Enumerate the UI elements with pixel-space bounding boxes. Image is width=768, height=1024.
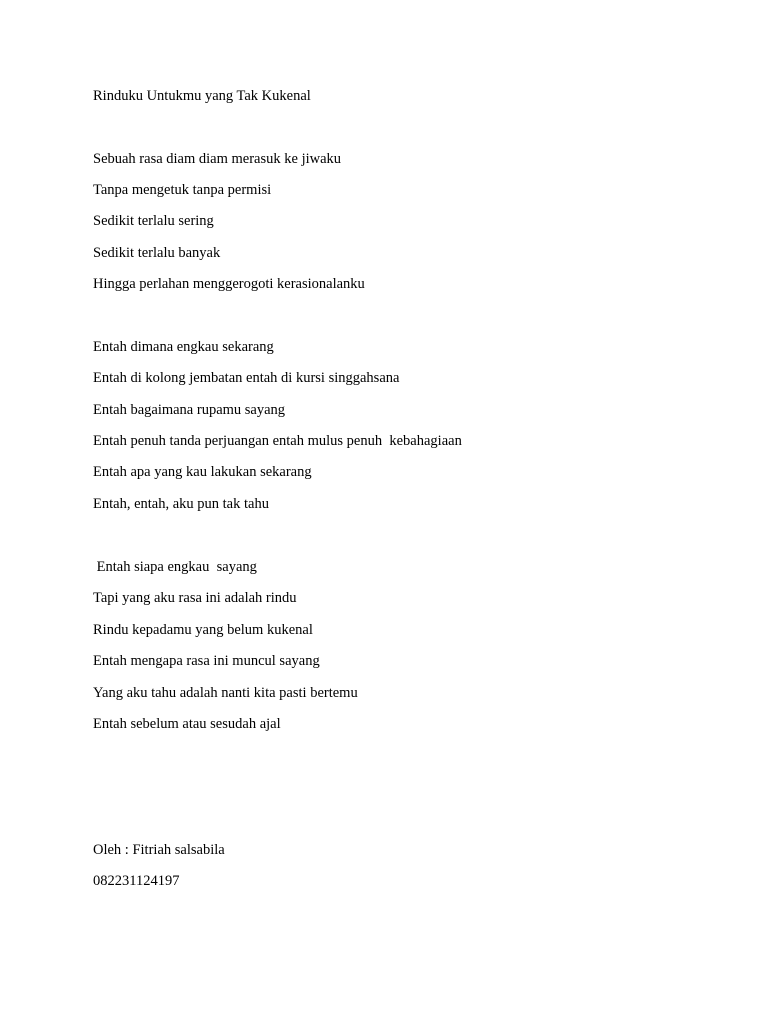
poem-line: Tanpa mengetuk tanpa permisi [93, 182, 272, 198]
phone-number: 082231124197 [93, 873, 180, 889]
poem-line: Sedikit terlalu sering [93, 213, 214, 229]
poem-line: Entah di kolong jembatan entah di kursi singgahsana [93, 370, 400, 386]
poem-line: Entah sebelum atau sesudah ajal [93, 716, 281, 732]
poem-line: Entah, entah, aku pun tak tahu [93, 496, 269, 512]
poem-line: Tapi yang aku rasa ini adalah rindu [93, 590, 297, 606]
poem-line: Entah dimana engkau sekarang [93, 339, 274, 355]
poem-line: Entah bagaimana rupamu sayang [93, 402, 286, 418]
poem-line: Yang aku tahu adalah nanti kita pasti bertemu [93, 685, 358, 701]
poem-line: Entah penuh tanda perjuangan entah mulus penuh kebahagiaan [93, 433, 462, 449]
poem-title: Rinduku Untukmu yang Tak Kukenal [93, 88, 311, 104]
poem-line: Entah mengapa rasa ini muncul sayang [93, 653, 320, 669]
poem-line: Sebuah rasa diam diam merasuk ke jiwaku [93, 151, 342, 167]
author-line: Oleh : Fitriah salsabila [93, 842, 225, 858]
poem-line: Sedikit terlalu banyak [93, 245, 221, 261]
poem-line: Entah siapa engkau sayang [93, 559, 257, 575]
poem-line: Entah apa yang kau lakukan sekarang [93, 464, 312, 480]
poem-line: Rindu kepadamu yang belum kukenal [93, 622, 313, 638]
poem-line: Hingga perlahan menggerogoti kerasionalanku [93, 276, 365, 292]
